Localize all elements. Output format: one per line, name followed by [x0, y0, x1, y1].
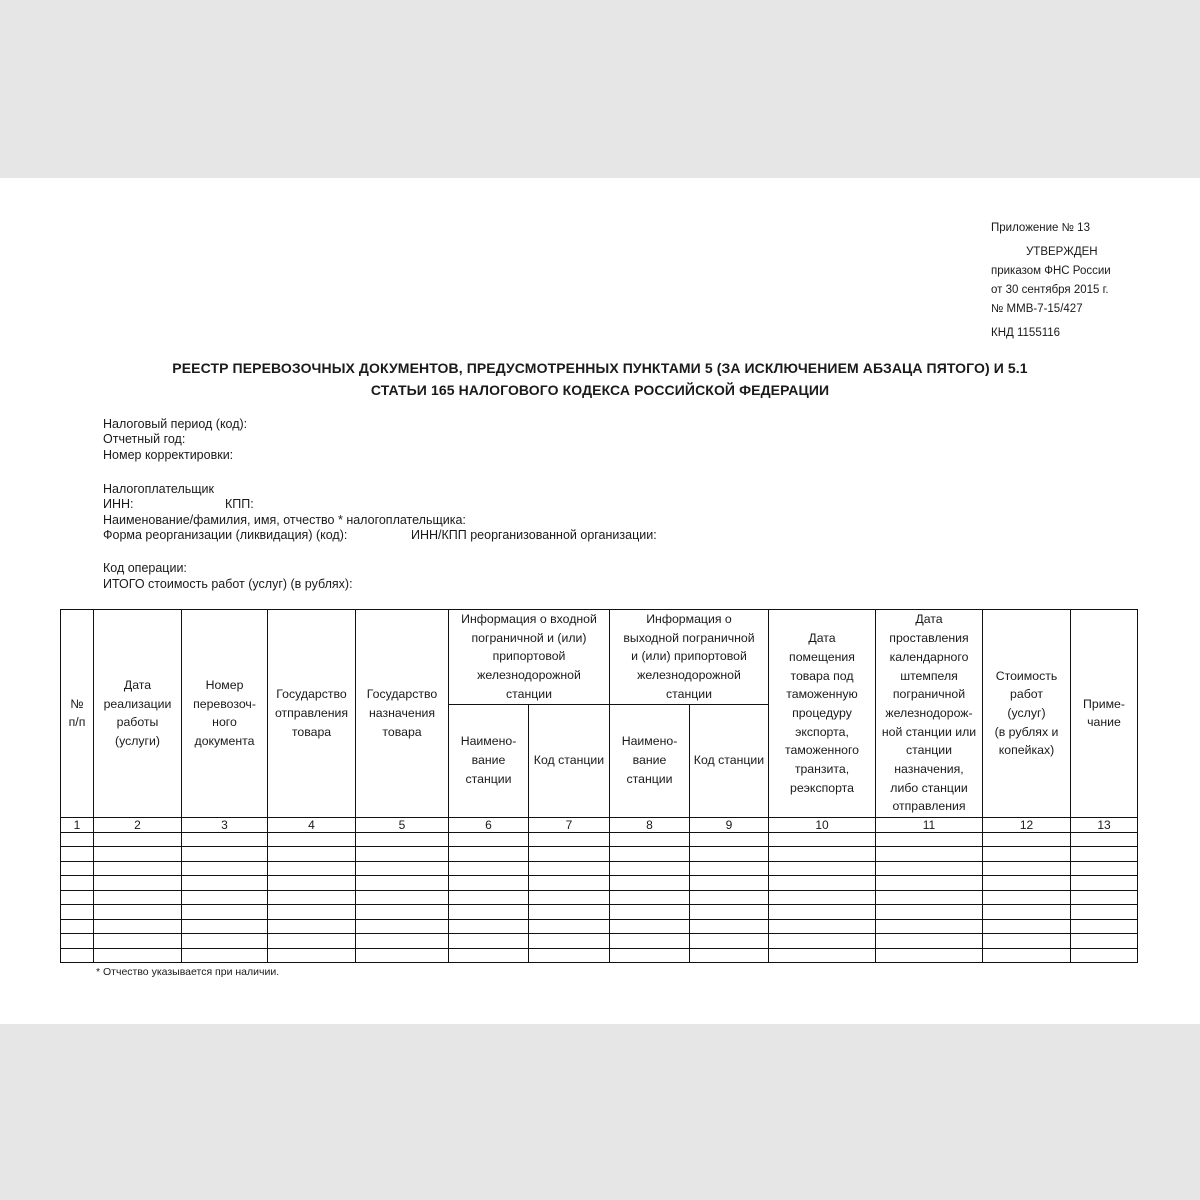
table-cell [268, 890, 356, 905]
table-cell [610, 861, 690, 876]
table-cell [182, 934, 268, 949]
table-cell [610, 847, 690, 862]
total-cost-label: ИТОГО стоимость работ (услуг) (в рублях): [103, 577, 353, 591]
header-sale-date: Дата реализации работы (услуги) [94, 610, 182, 818]
table-cell [449, 934, 529, 949]
column-number: 1 [61, 817, 94, 832]
table-row [61, 890, 1138, 905]
table-row [61, 948, 1138, 963]
operation-code-label: Код операции: [103, 561, 187, 575]
table-cell [182, 861, 268, 876]
table-cell [356, 890, 449, 905]
footnote-separator [60, 962, 228, 963]
header-row-number: № п/п [61, 610, 94, 818]
table-cell [876, 934, 983, 949]
header-entry-station-code: Код станции [529, 704, 610, 817]
reorganization-form-label: Форма реорганизации (ликвидация) (код): [103, 528, 348, 542]
table-cell [182, 905, 268, 920]
table-cell [449, 890, 529, 905]
table-row [61, 905, 1138, 920]
column-number: 5 [356, 817, 449, 832]
table-cell [94, 890, 182, 905]
column-number: 6 [449, 817, 529, 832]
report-year-label: Отчетный год: [103, 432, 186, 446]
table-cell [182, 890, 268, 905]
document-title-line-1: РЕЕСТР ПЕРЕВОЗОЧНЫХ ДОКУМЕНТОВ, ПРЕДУСМОТРЕННЫХ ПУНКТАМИ 5 (ЗА ИСКЛЮЧЕНИЕМ АБЗАЦА ПЯТОГО) И 5.1 [172, 360, 1028, 376]
table-cell [61, 905, 94, 920]
table-cell [356, 876, 449, 891]
table-cell [690, 890, 769, 905]
table-cell [529, 919, 610, 934]
table-cell [268, 919, 356, 934]
header-customs-procedure-date: Дата помещения товара под таможенную процедуру экспорта, таможенного транзита, реэкспорта [769, 610, 876, 818]
table-cell [61, 847, 94, 862]
table-cell [94, 934, 182, 949]
table-cell [1071, 847, 1138, 862]
appendix-number: Приложение № 13 [991, 222, 1090, 234]
table-cell [769, 847, 876, 862]
table-cell [268, 876, 356, 891]
table-cell [876, 876, 983, 891]
table-cell [182, 847, 268, 862]
table-cell [690, 919, 769, 934]
table-cell [876, 919, 983, 934]
header-exit-station-group: Информация о выходной пограничной и (или) припортовой железнодорожной станции [610, 610, 769, 705]
table-cell [268, 934, 356, 949]
table-cell [983, 919, 1071, 934]
header-exit-station-name: Наимено- вание станции [610, 704, 690, 817]
table-cell [356, 905, 449, 920]
table-cell [690, 876, 769, 891]
table-cell [182, 948, 268, 963]
tax-period-label: Налоговый период (код): [103, 417, 248, 431]
table-cell [529, 890, 610, 905]
table-cell [449, 861, 529, 876]
table-cell [268, 948, 356, 963]
table-cell [610, 934, 690, 949]
table-cell [1071, 905, 1138, 920]
table-cell [983, 890, 1071, 905]
taxpayer-label: Налогоплательщик [103, 482, 215, 496]
header-exit-station-code: Код станции [690, 704, 769, 817]
table-cell [61, 948, 94, 963]
table-cell [1071, 861, 1138, 876]
table-cell [268, 832, 356, 847]
document-title-line-2: СТАТЬИ 165 НАЛОГОВОГО КОДЕКСА РОССИЙСКОЙ ФЕДЕРАЦИИ [370, 382, 830, 398]
table-cell [449, 876, 529, 891]
table-cell [94, 905, 182, 920]
column-number: 9 [690, 817, 769, 832]
table-cell [690, 847, 769, 862]
table-cell [182, 919, 268, 934]
table-cell [610, 832, 690, 847]
table-row [61, 919, 1138, 934]
inn-label: ИНН: [103, 497, 134, 511]
correction-number-label: Номер корректировки: [103, 448, 234, 462]
document-page [0, 178, 1200, 1024]
column-number: 11 [876, 817, 983, 832]
header-cost: Стоимость работ (услуг) (в рублях и копейках) [983, 610, 1071, 818]
order-line-1: приказом ФНС России [991, 265, 1111, 277]
header-note: Приме- чание [1071, 610, 1138, 818]
order-line-2: от 30 сентября 2015 г. [991, 284, 1109, 296]
column-number: 7 [529, 817, 610, 832]
table-cell [529, 861, 610, 876]
table-cell [61, 832, 94, 847]
column-number: 3 [182, 817, 268, 832]
table-cell [356, 919, 449, 934]
table-row [61, 876, 1138, 891]
table-cell [876, 832, 983, 847]
table-cell [769, 934, 876, 949]
table-cell [529, 934, 610, 949]
table-cell [1071, 948, 1138, 963]
table-cell [983, 847, 1071, 862]
table-cell [94, 832, 182, 847]
table-cell [94, 861, 182, 876]
table-cell [61, 919, 94, 934]
table-cell [94, 919, 182, 934]
table-cell [94, 948, 182, 963]
approved-label: УТВЕРЖДЕН [1026, 246, 1098, 258]
taxpayer-name-label: Наименование/фамилия, имя, отчество * налогоплательщика: [103, 513, 466, 527]
knd-code: КНД 1155116 [991, 327, 1061, 339]
table-cell [529, 832, 610, 847]
table-row [61, 847, 1138, 862]
table-cell [61, 861, 94, 876]
table-cell [449, 847, 529, 862]
column-number: 13 [1071, 817, 1138, 832]
table-cell [610, 890, 690, 905]
column-number: 10 [769, 817, 876, 832]
table-cell [356, 832, 449, 847]
header-stamp-date: Дата проставления календарного штемпеля пограничной железнодорож- ной станции или станции назначения, либо станции отправления [876, 610, 983, 818]
table-cell [983, 934, 1071, 949]
table-cell [529, 876, 610, 891]
table-cell [449, 832, 529, 847]
table-cell [1071, 890, 1138, 905]
table-cell [769, 948, 876, 963]
table-cell [449, 905, 529, 920]
table-cell [769, 861, 876, 876]
table-cell [268, 847, 356, 862]
table-cell [61, 934, 94, 949]
table-cell [182, 832, 268, 847]
table-cell [769, 905, 876, 920]
header-entry-station-name: Наимено- вание станции [449, 704, 529, 817]
table-cell [769, 832, 876, 847]
table-cell [610, 905, 690, 920]
table-cell [1071, 934, 1138, 949]
table-cell [769, 890, 876, 905]
table-cell [876, 890, 983, 905]
table-cell [529, 905, 610, 920]
table-cell [268, 905, 356, 920]
registry-table [60, 609, 1138, 963]
table-cell [449, 919, 529, 934]
column-number: 4 [268, 817, 356, 832]
footnote: * Отчество указывается при наличии. [96, 966, 280, 978]
table-cell [610, 919, 690, 934]
table-cell [268, 861, 356, 876]
table-cell [529, 948, 610, 963]
table-cell [983, 948, 1071, 963]
table-cell [876, 847, 983, 862]
header-transport-document-number: Номер перевозоч- ного документа [182, 610, 268, 818]
table-cell [356, 861, 449, 876]
table-cell [529, 847, 610, 862]
reorganized-inn-kpp-label: ИНН/КПП реорганизованной организации: [411, 528, 657, 542]
table-cell [94, 847, 182, 862]
table-cell [690, 905, 769, 920]
table-row [61, 832, 1138, 847]
table-cell [983, 905, 1071, 920]
table-cell [356, 847, 449, 862]
table-row [61, 934, 1138, 949]
table-row [61, 861, 1138, 876]
table-cell [769, 876, 876, 891]
table-cell [61, 890, 94, 905]
column-number: 12 [983, 817, 1071, 832]
table-cell [94, 876, 182, 891]
table-cell [610, 948, 690, 963]
header-departure-country: Государство отправления товара [268, 610, 356, 818]
table-cell [876, 948, 983, 963]
table-cell [983, 861, 1071, 876]
table-cell [983, 832, 1071, 847]
header-entry-station-group: Информация о входной пограничной и (или) припортовой железнодорожной станции [449, 610, 610, 705]
table-cell [690, 832, 769, 847]
table-cell [356, 948, 449, 963]
column-number: 2 [94, 817, 182, 832]
table-cell [356, 934, 449, 949]
table-cell [690, 861, 769, 876]
table-cell [876, 905, 983, 920]
table-cell [61, 876, 94, 891]
table-cell [690, 948, 769, 963]
table-cell [769, 919, 876, 934]
column-number-row [61, 817, 1138, 832]
table-cell [182, 876, 268, 891]
kpp-label: КПП: [225, 497, 254, 511]
table-cell [1071, 832, 1138, 847]
blank-rows [61, 832, 1138, 963]
header-destination-country: Государство назначения товара [356, 610, 449, 818]
table-cell [690, 934, 769, 949]
table-cell [983, 876, 1071, 891]
table-cell [610, 876, 690, 891]
table-cell [1071, 919, 1138, 934]
table-cell [876, 861, 983, 876]
table-cell [449, 948, 529, 963]
column-number: 8 [610, 817, 690, 832]
table-cell [1071, 876, 1138, 891]
order-line-3: № ММВ-7-15/427 [991, 303, 1083, 315]
